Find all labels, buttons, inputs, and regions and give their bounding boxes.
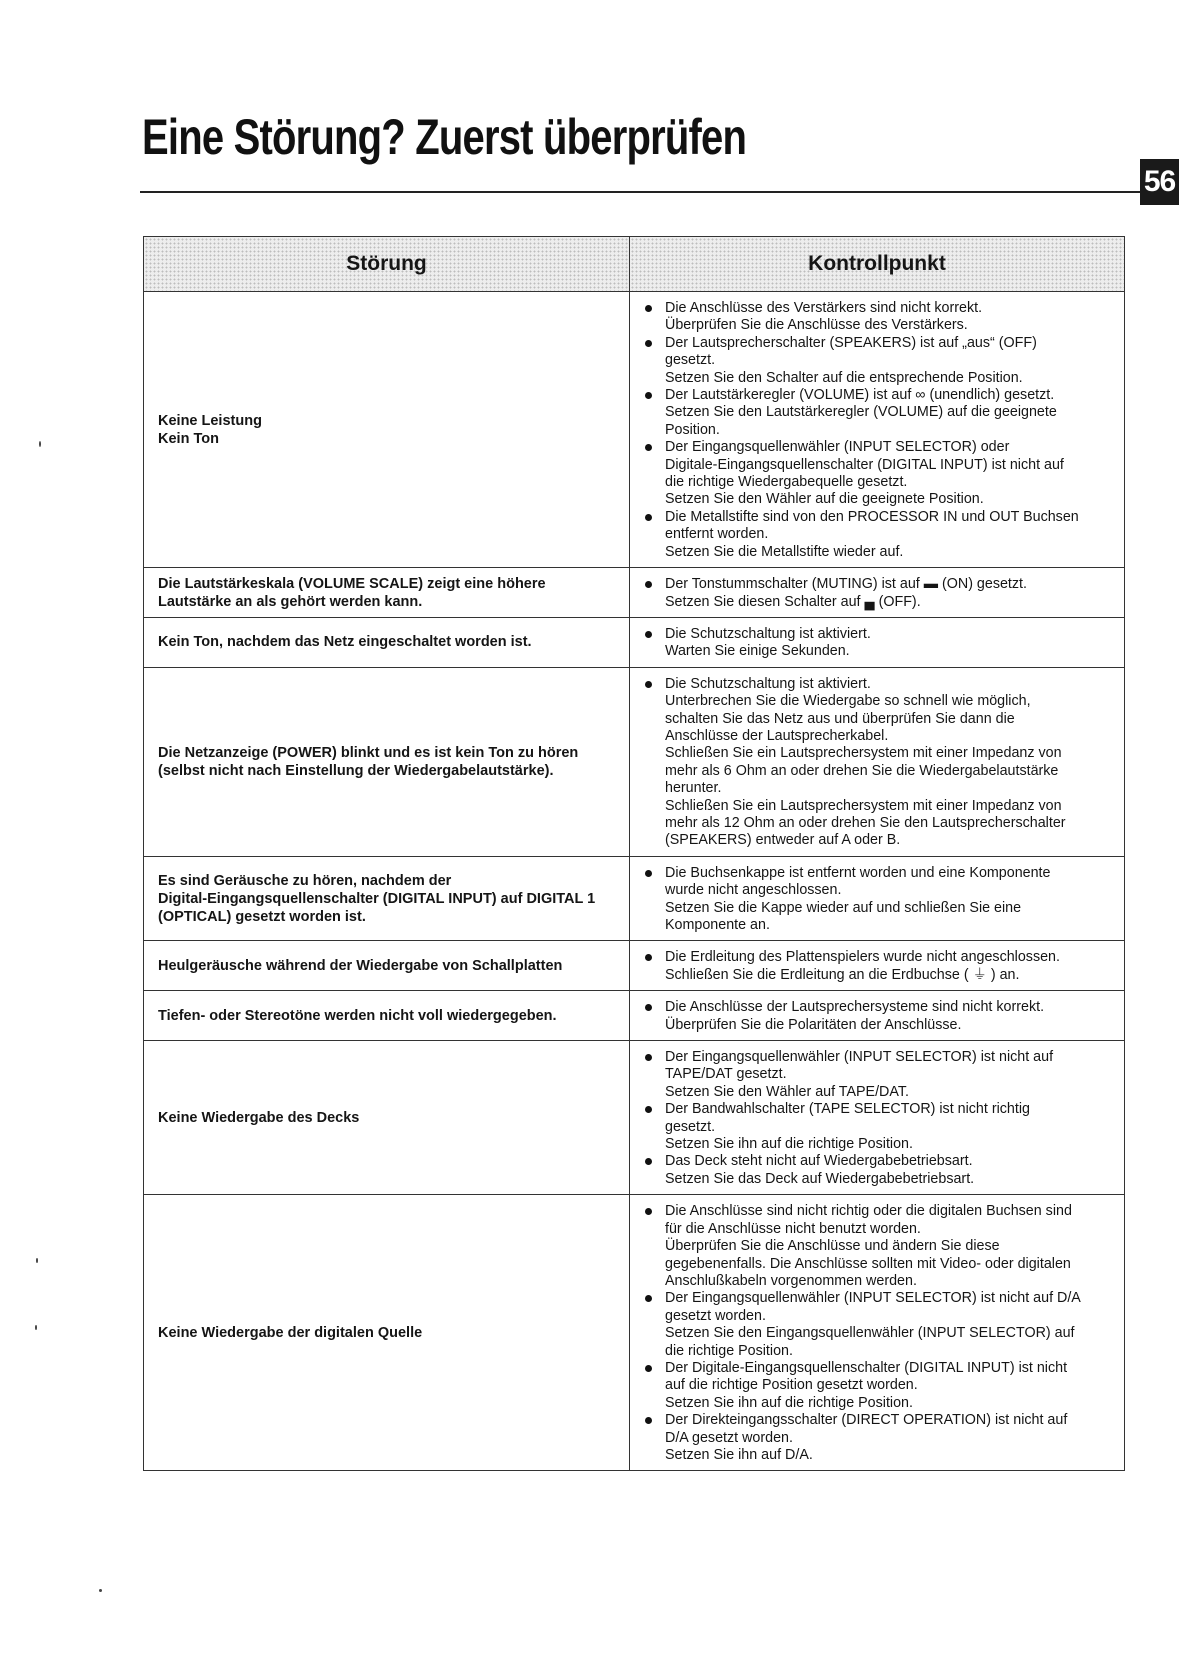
bullet-icon	[645, 1054, 652, 1061]
check-item	[640, 626, 1120, 661]
symptom-cell	[144, 856, 630, 941]
check-text: Setzen Sie das Deck auf Wiedergabebetriebsart.	[665, 1170, 975, 1187]
check-item	[640, 1049, 1120, 1101]
table-row	[144, 991, 1125, 1041]
check-cell	[630, 1195, 1125, 1471]
table-header-row	[144, 237, 1125, 292]
bullet-icon	[645, 444, 652, 451]
bullet-icon	[645, 305, 652, 312]
check-text: gesetzt.	[665, 352, 716, 369]
table-row	[144, 568, 1125, 618]
symptom-text: Digital-Eingangsquellenschalter (DIGITAL INPUT) auf DIGITAL 1	[158, 890, 596, 907]
check-text: Der Eingangsquellenwähler (INPUT SELECTOR) oder	[665, 439, 1010, 456]
check-text: Anschlußkabeln vorgenommen werden.	[665, 1272, 917, 1289]
check-item	[640, 387, 1120, 439]
table-row	[144, 1195, 1125, 1471]
check-text: Der Digitale-Eingangsquellenschalter (DIGITAL INPUT) ist nicht	[665, 1359, 1068, 1376]
check-text: die richtige Wiedergabequelle gesetzt.	[665, 474, 908, 491]
scan-speck	[36, 1258, 38, 1263]
symptom-text: Tiefen- oder Stereotöne werden nicht voll wiedergegeben.	[158, 1007, 557, 1024]
check-cell	[630, 667, 1125, 856]
check-text: für die Anschlüsse nicht benutzt worden.	[665, 1220, 921, 1237]
bullet-icon	[645, 631, 652, 638]
check-text: wurde nicht angeschlossen.	[665, 882, 842, 899]
check-text: die richtige Position.	[665, 1342, 793, 1359]
check-text: entfernt worden.	[665, 526, 769, 543]
check-text: Digitale-Eingangsquellenschalter (DIGITAL INPUT) ist nicht auf	[665, 456, 1064, 473]
check-text: Setzen Sie ihn auf die richtige Position.	[665, 1394, 913, 1411]
check-text: Setzen Sie ihn auf die richtige Position.	[665, 1136, 913, 1153]
troubleshooting-table	[143, 236, 1125, 1471]
check-item	[640, 509, 1120, 561]
symptom-cell	[144, 568, 630, 618]
table-row	[144, 667, 1125, 856]
check-text: Der Tonstummschalter (MUTING) ist auf ▬ (ON) gesetzt.	[665, 576, 1027, 593]
bullet-icon	[645, 1004, 652, 1011]
check-text: Setzen Sie den Eingangsquellenwähler (INPUT SELECTOR) auf	[665, 1325, 1075, 1342]
check-text: Die Erdleitung des Plattenspielers wurde nicht angeschlossen.	[665, 949, 1060, 966]
check-item	[640, 1290, 1120, 1360]
check-text: Setzen Sie ihn auf D/A.	[665, 1446, 813, 1463]
check-item	[640, 999, 1120, 1034]
check-text: Setzen Sie den Lautstärkeregler (VOLUME) auf die geeignete	[665, 404, 1057, 421]
check-cell	[630, 292, 1125, 568]
check-text: Setzen Sie diesen Schalter auf ▄ (OFF).	[665, 593, 921, 610]
check-item	[640, 1153, 1120, 1188]
symptom-cell	[144, 1041, 630, 1195]
check-text: Die Buchsenkappe ist entfernt worden und eine Komponente	[665, 864, 1051, 881]
check-text: mehr als 12 Ohm an oder drehen Sie den Lautsprecherschalter	[665, 814, 1066, 831]
bullet-icon	[645, 392, 652, 399]
check-item	[640, 1101, 1120, 1153]
table-row	[144, 292, 1125, 568]
check-item	[640, 439, 1120, 509]
symptom-cell	[144, 991, 630, 1041]
table-row	[144, 856, 1125, 941]
check-list	[640, 576, 1120, 611]
table-row	[144, 617, 1125, 667]
page-title: Eine Störung? Zuerst überprüfen	[142, 109, 747, 165]
symptom-text: Lautstärke an als gehört werden kann.	[158, 593, 423, 610]
bullet-icon	[645, 1295, 652, 1302]
check-text: Die Anschlüsse der Lautsprechersysteme sind nicht korrekt.	[665, 999, 1045, 1016]
check-text: gesetzt.	[665, 1118, 716, 1135]
bullet-icon	[645, 1417, 652, 1424]
check-text: Der Eingangsquellenwähler (INPUT SELECTOR) ist nicht auf D/A	[665, 1290, 1081, 1307]
check-column-header: Kontrollpunkt	[630, 237, 1125, 292]
symptom-text: Die Lautstärkeskala (VOLUME SCALE) zeigt eine höhere	[158, 575, 546, 592]
bullet-icon	[645, 1365, 652, 1372]
check-text: Schließen Sie ein Lautsprechersystem mit einer Impedanz von	[665, 745, 1062, 762]
check-text: Die Anschlüsse sind nicht richtig oder die digitalen Buchsen sind	[665, 1203, 1072, 1220]
symptom-text: Die Netzanzeige (POWER) blinkt und es ist kein Ton zu hören	[158, 744, 579, 761]
bullet-icon	[645, 1158, 652, 1165]
check-item	[640, 1203, 1120, 1290]
check-item	[640, 1412, 1120, 1464]
check-item	[640, 576, 1120, 611]
bullet-icon	[645, 870, 652, 877]
check-list	[640, 999, 1120, 1034]
check-text: Der Lautsprecherschalter (SPEAKERS) ist auf „aus“ (OFF)	[665, 334, 1037, 351]
check-text: Der Direkteingangsschalter (DIRECT OPERATION) ist nicht auf	[665, 1412, 1068, 1429]
check-text: Überprüfen Sie die Anschlüsse und ändern Sie diese	[665, 1238, 1000, 1255]
check-text: gesetzt worden.	[665, 1307, 766, 1324]
check-text: Die Schutzschaltung ist aktiviert.	[665, 675, 871, 692]
page-number-tab: 56	[1140, 159, 1179, 205]
check-text: auf die richtige Position gesetzt worden.	[665, 1377, 918, 1394]
symptom-text: (OPTICAL) gesetzt worden ist.	[158, 908, 366, 925]
check-cell	[630, 1041, 1125, 1195]
symptom-text: (selbst nicht nach Einstellung der Wiedergabelautstärke).	[158, 762, 554, 779]
check-cell	[630, 568, 1125, 618]
bullet-icon	[645, 1106, 652, 1113]
check-text: Die Schutzschaltung ist aktiviert.	[665, 625, 871, 642]
check-text: Warten Sie einige Sekunden.	[665, 643, 850, 660]
check-text: Position.	[665, 421, 720, 438]
title-rule	[140, 191, 1140, 193]
check-text: D/A gesetzt worden.	[665, 1429, 793, 1446]
symptom-cell	[144, 292, 630, 568]
check-item	[640, 949, 1120, 984]
check-text: Die Metallstifte sind von den PROCESSOR IN und OUT Buchsen	[665, 508, 1079, 525]
table-row	[144, 941, 1125, 991]
check-item	[640, 300, 1120, 335]
check-text: Der Lautstärkeregler (VOLUME) ist auf ∞ (unendlich) gesetzt.	[665, 387, 1055, 404]
check-item	[640, 1360, 1120, 1412]
check-list	[640, 865, 1120, 935]
check-text: Anschlüsse der Lautsprecherkabel.	[665, 727, 889, 744]
table-body	[144, 292, 1125, 1471]
symptom-cell	[144, 941, 630, 991]
check-text: herunter.	[665, 780, 722, 797]
check-text: Der Eingangsquellenwähler (INPUT SELECTOR) ist nicht auf	[665, 1049, 1054, 1066]
symptom-cell	[144, 1195, 630, 1471]
bullet-icon	[645, 681, 652, 688]
check-text: Das Deck steht nicht auf Wiedergabebetriebsart.	[665, 1153, 973, 1170]
symptom-text: Kein Ton, nachdem das Netz eingeschaltet worden ist.	[158, 634, 532, 651]
bullet-icon	[645, 1208, 652, 1215]
check-cell	[630, 856, 1125, 941]
check-list	[640, 1049, 1120, 1188]
check-text: mehr als 6 Ohm an oder drehen Sie die Wiedergabelautstärke	[665, 762, 1059, 779]
check-text: Komponente an.	[665, 917, 770, 933]
check-text: Überprüfen Sie die Anschlüsse des Verstärkers.	[665, 317, 968, 334]
bullet-icon	[645, 514, 652, 521]
check-list	[640, 676, 1120, 850]
scan-speck	[39, 441, 41, 447]
check-item	[640, 865, 1120, 935]
symptom-cell	[144, 667, 630, 856]
check-list	[640, 1203, 1120, 1464]
check-item	[640, 676, 1120, 850]
bullet-icon	[645, 340, 652, 347]
check-text: Unterbrechen Sie die Wiedergabe so schnell wie möglich,	[665, 693, 1031, 710]
check-text: Überprüfen Sie die Polaritäten der Anschlüsse.	[665, 1016, 962, 1033]
check-text: gegebenenfalls. Die Anschlüsse sollten mit Video- oder digitalen	[665, 1255, 1071, 1272]
bullet-icon	[645, 954, 652, 961]
symptom-text: Heulgeräusche während der Wiedergabe von Schallplatten	[158, 957, 563, 974]
check-text: Schließen Sie ein Lautsprechersystem mit einer Impedanz von	[665, 797, 1062, 814]
symptom-text: Keine Wiedergabe der digitalen Quelle	[158, 1324, 423, 1341]
check-text: Setzen Sie den Wähler auf TAPE/DAT.	[665, 1083, 909, 1100]
check-cell	[630, 941, 1125, 991]
check-text: Setzen Sie den Wähler auf die geeignete Position.	[665, 491, 984, 508]
check-text: Setzen Sie die Metallstifte wieder auf.	[665, 543, 904, 560]
check-list	[640, 300, 1120, 561]
check-cell	[630, 617, 1125, 667]
symptom-text: Es sind Geräusche zu hören, nachdem der	[158, 872, 452, 889]
check-text: Schließen Sie die Erdleitung an die Erdbuchse ( ⏚ ) an.	[665, 966, 1020, 983]
check-item	[640, 335, 1120, 387]
symptom-text: Keine Wiedergabe des Decks	[158, 1109, 360, 1126]
check-text: Setzen Sie die Kappe wieder auf und schließen Sie eine	[665, 899, 1022, 916]
symptom-cell	[144, 617, 630, 667]
check-text: Setzen Sie den Schalter auf die entsprechende Position.	[665, 369, 1023, 386]
scan-speck	[99, 1589, 102, 1592]
check-text: schalten Sie das Netz aus und überprüfen Sie dann die	[665, 710, 1015, 727]
check-list	[640, 626, 1120, 661]
check-text: TAPE/DAT gesetzt.	[665, 1066, 787, 1083]
check-text: Die Anschlüsse des Verstärkers sind nicht korrekt.	[665, 300, 983, 316]
check-cell	[630, 991, 1125, 1041]
check-text: (SPEAKERS) entweder auf A oder B.	[665, 832, 901, 849]
bullet-icon	[645, 581, 652, 588]
symptom-text: Keine Leistung	[158, 412, 262, 429]
check-text: Der Bandwahlschalter (TAPE SELECTOR) ist nicht richtig	[665, 1101, 1030, 1118]
scan-speck	[35, 1325, 37, 1330]
check-list	[640, 949, 1120, 984]
table-row	[144, 1041, 1125, 1195]
symptom-text: Kein Ton	[158, 430, 219, 447]
symptom-column-header: Störung	[144, 237, 630, 292]
